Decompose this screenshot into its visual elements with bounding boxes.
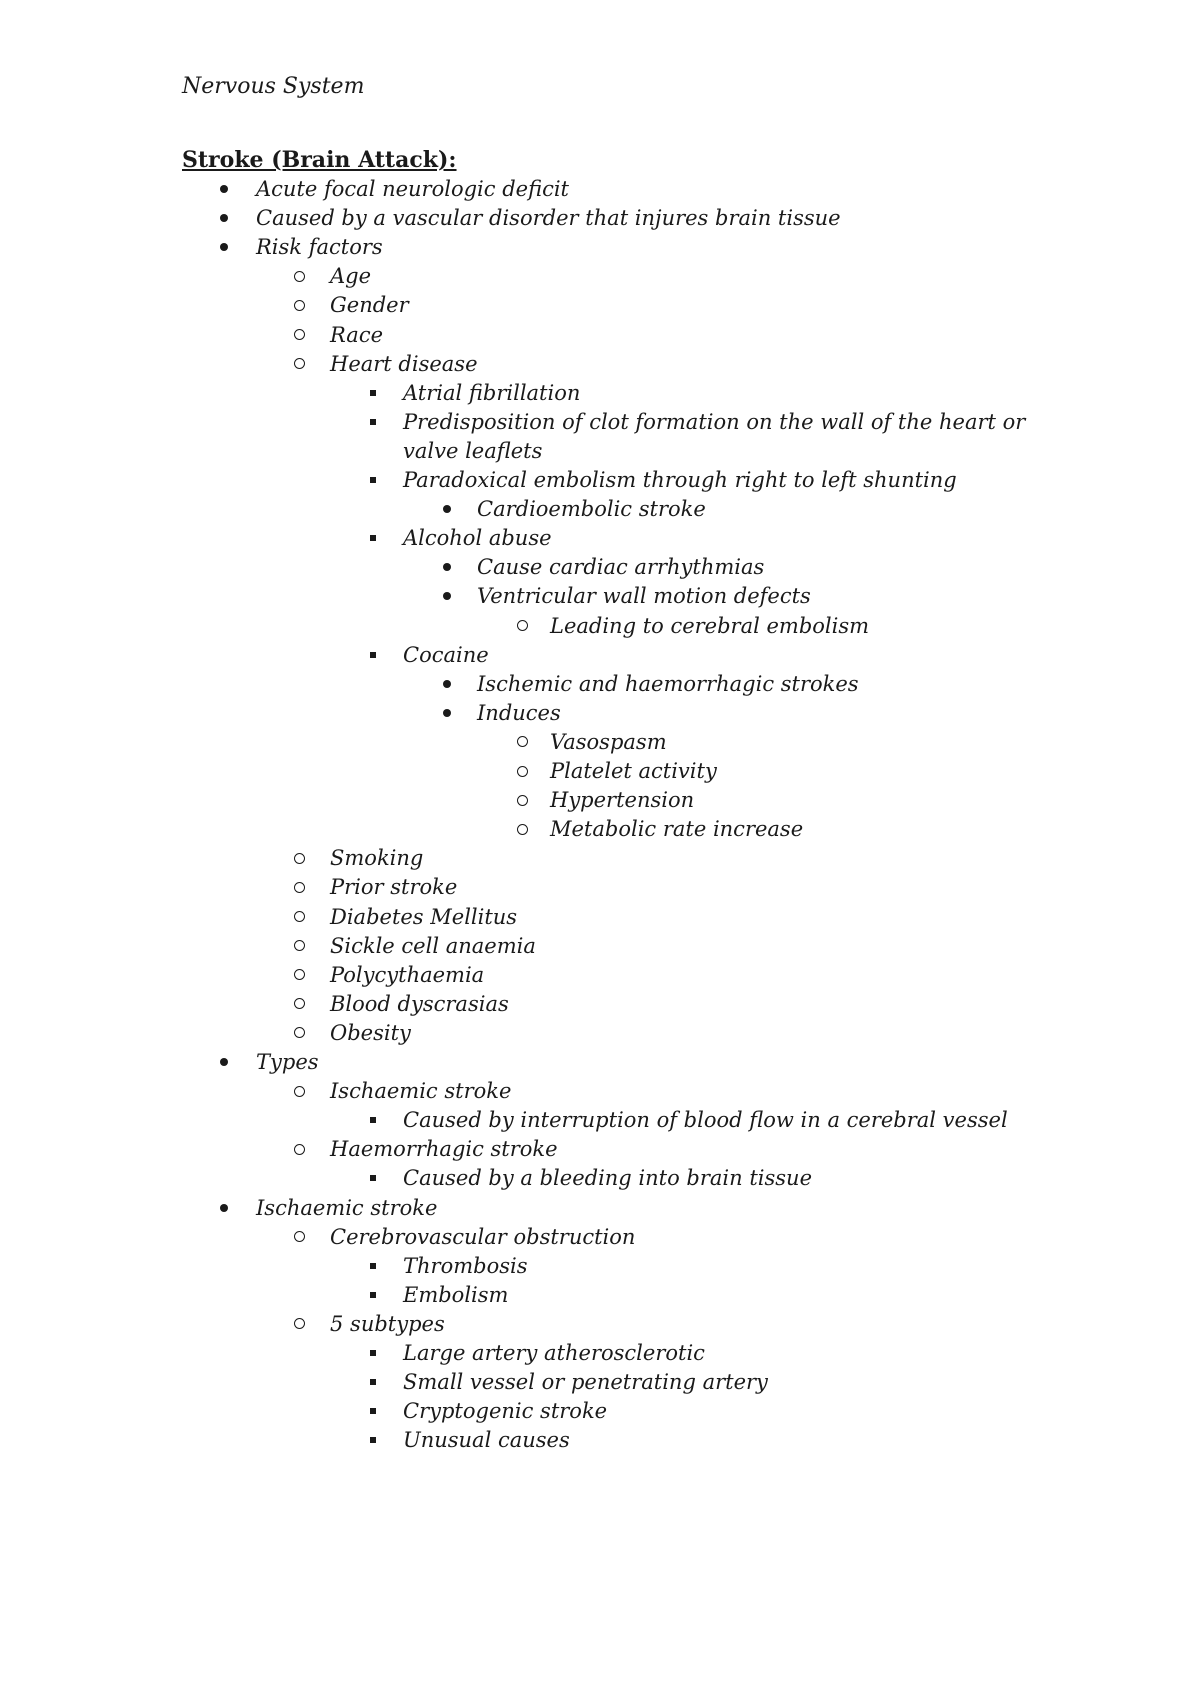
bullet-circle-icon [517,795,528,806]
list-item: Paradoxical embolism through right to left shunting [403,468,957,492]
bullet-circle-icon [294,271,305,282]
list-item: Induces [477,700,561,725]
list-item: Alcohol abuse [403,526,552,551]
list-item: Haemorrhagic stroke [330,1137,558,1162]
bullet-circle-icon [294,329,305,340]
list-item: Cryptogenic stroke [403,1399,608,1424]
bullet-circle-icon [517,766,528,777]
list-item-continuation: valve leaflets [403,438,543,463]
bullet-circle-icon [294,300,305,311]
bullet-circle-icon [294,1086,305,1097]
bullet-circle-icon [294,940,305,951]
page-header: Nervous System [182,74,365,99]
list-item: Ischaemic stroke [256,1195,438,1220]
list-item: Cardioembolic stroke [477,497,706,522]
list-item: Types [256,1050,319,1074]
list-item: Diabetes Mellitus [330,904,518,929]
list-item: Ischemic and haemorrhagic strokes [477,671,859,696]
list-item: Sickle cell anaemia [330,933,536,958]
list-item: Heart disease [330,351,478,376]
list-item: Blood dyscrasias [330,991,509,1016]
list-item: Embolism [403,1282,509,1307]
list-item: Predisposition of clot formation on the wall of the heart or [403,409,1026,434]
list-item: Caused by interruption of blood flow in a cerebral vessel [403,1108,1008,1133]
list-item: Caused by a bleeding into brain tissue [403,1166,813,1191]
bullet-dot-icon [220,243,228,251]
list-item: Cause cardiac arrhythmias [477,555,765,580]
list-item: Polycythaemia [330,962,485,987]
bullet-circle-icon [294,998,305,1009]
bullet-circle-icon [294,969,305,980]
list-item: Metabolic rate increase [550,817,804,842]
bullet-square-icon [370,390,376,396]
bullet-square-icon [370,652,376,658]
list-item: Thrombosis [403,1253,528,1278]
bullet-circle-icon [294,1231,305,1242]
bullet-square-icon [370,1175,376,1181]
list-item: Age [330,264,372,289]
bullet-circle-icon [294,1144,305,1155]
bullet-circle-icon [517,824,528,835]
bullet-dot-icon [220,1204,228,1212]
list-item: Leading to cerebral embolism [550,613,870,638]
list-item: Obesity [330,1020,411,1045]
list-item: Acute focal neurologic deficit [256,177,569,201]
list-item: Cocaine [403,642,489,667]
bullet-circle-icon [294,358,305,369]
list-item: Ischaemic stroke [330,1079,512,1104]
bullet-square-icon [370,1292,376,1298]
bullet-dot-icon [443,680,451,688]
bullet-circle-icon [294,853,305,864]
list-item: Vasospasm [550,729,667,754]
bullet-dot-icon [220,1058,228,1066]
list-item: Cerebrovascular obstruction [330,1224,636,1249]
list-item: 5 subtypes [330,1311,445,1336]
bullet-dot-icon [220,214,228,222]
bullet-square-icon [370,1379,376,1385]
bullet-square-icon [370,1350,376,1356]
bullet-dot-icon [443,709,451,717]
bullet-square-icon [370,1117,376,1123]
bullet-dot-icon [443,563,451,571]
bullet-square-icon [370,1263,376,1269]
list-item: Prior stroke [330,875,458,900]
bullet-circle-icon [517,736,528,747]
list-item: Caused by a vascular disorder that injures brain tissue [256,206,841,231]
bullet-square-icon [370,1408,376,1414]
bullet-circle-icon [294,1318,305,1329]
list-item: Smoking [330,846,424,871]
bullet-square-icon [370,419,376,425]
bullet-square-icon [370,477,376,483]
list-item: Gender [330,293,409,318]
list-item: Hypertension [550,788,695,813]
bullet-circle-icon [294,882,305,893]
bullet-circle-icon [294,1027,305,1038]
list-item: Unusual causes [403,1428,570,1453]
list-item: Ventricular wall motion defects [477,584,811,609]
list-item: Platelet activity [550,759,717,783]
bullet-circle-icon [517,620,528,631]
bullet-dot-icon [443,505,451,513]
bullet-circle-icon [294,911,305,922]
bullet-square-icon [370,535,376,541]
list-item: Small vessel or penetrating artery [403,1370,768,1395]
list-item: Atrial fibrillation [403,380,581,405]
list-item: Risk factors [256,235,383,260]
bullet-square-icon [370,1437,376,1443]
bullet-dot-icon [443,592,451,600]
section-heading: Stroke (Brain Attack): [182,147,457,173]
list-item: Race [330,322,384,347]
list-item: Large artery atherosclerotic [403,1341,705,1365]
bullet-dot-icon [220,185,228,193]
